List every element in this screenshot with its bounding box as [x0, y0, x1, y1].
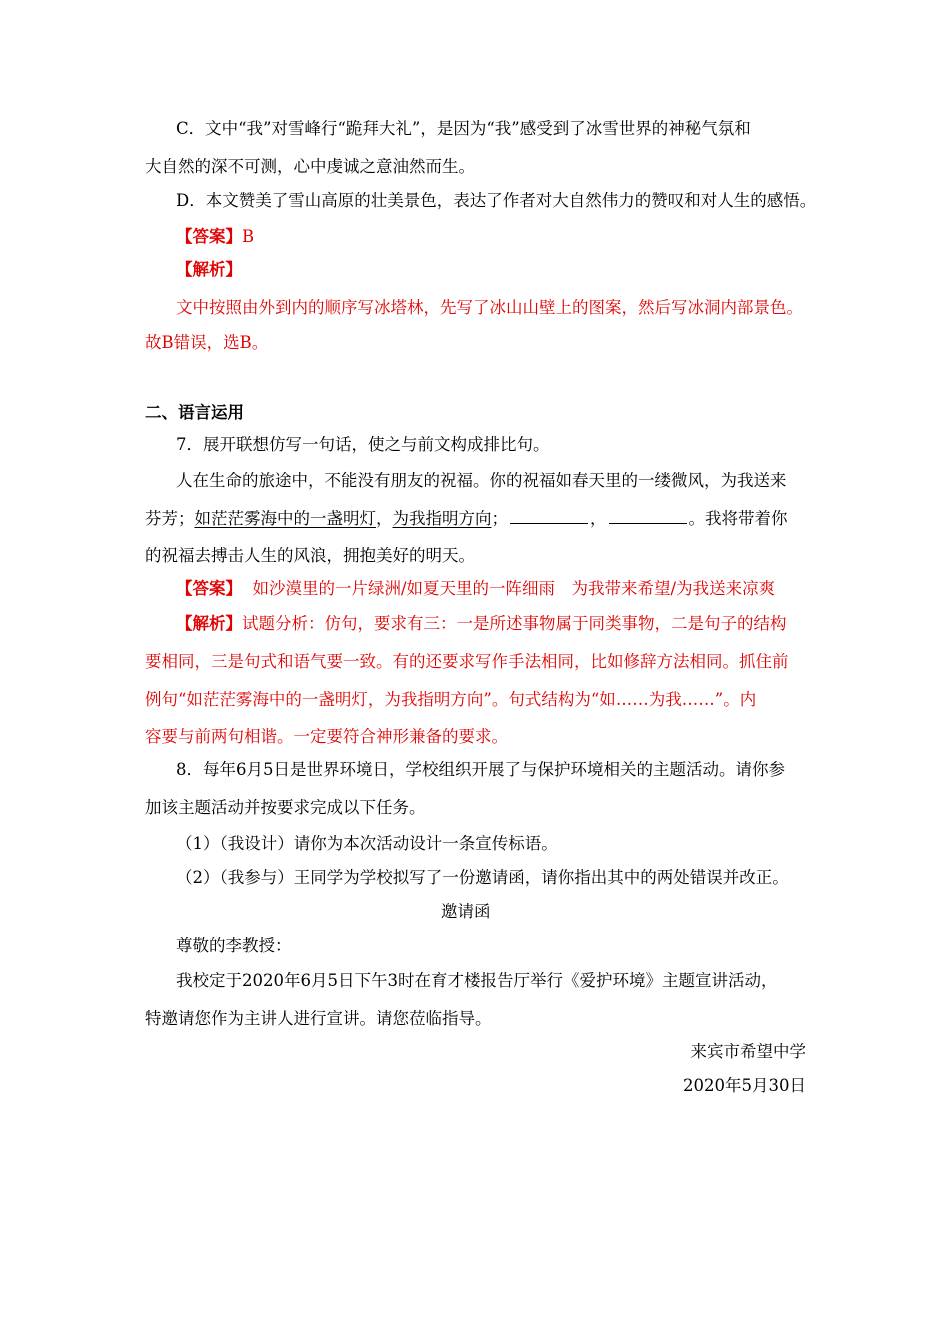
- q6-answer-line: [176, 226, 254, 248]
- q6-analysis-label: 【解析】: [176, 260, 242, 279]
- q7-blank-1[interactable]: [510, 509, 588, 524]
- q7-analysis-line1: [176, 613, 787, 635]
- q8-task1: （1）（我设计）请你为本次活动设计一条宣传标语。: [176, 834, 558, 853]
- section-heading: 二、语言运用: [145, 403, 244, 422]
- q6-answer-label: 【答案】: [176, 227, 242, 246]
- q6-analysis-line1: 文中按照由外到内的顺序写冰塔林，先写了冰山山壁上的图案，然后写冰洞内部景色。: [176, 298, 803, 317]
- letter-body-line2: 特邀请您作为主讲人进行宣讲。请您莅临指导。: [145, 1009, 492, 1028]
- option-c-line2: 大自然的深不可测，心中虔诚之意油然而生。: [145, 157, 475, 176]
- q7-answer-line: [176, 578, 775, 600]
- q7-passage-line2: [145, 508, 788, 530]
- option-d-line1: D．本文赞美了雪山高原的壮美景色，表达了作者对大自然伟力的赞叹和对人生的感悟。: [176, 191, 817, 210]
- q7-analysis-text1: 试题分析：仿句，要求有三：一是所述事物属于同类事物，二是句子的结构: [242, 614, 787, 633]
- q7-example-phrase1: 如茫茫雾海中的一盏明灯: [194, 509, 376, 528]
- q7-analysis-label: 【解析】: [176, 614, 242, 633]
- q7-example-phrase2: 为我指明方向: [392, 509, 492, 528]
- letter-signature: 来宾市希望中学: [690, 1042, 806, 1061]
- q7-analysis-line3: 例句“如茫茫雾海中的一盏明灯，为我指明方向”。句式结构为“如……为我……”。内: [145, 690, 757, 709]
- q7-passage-start: 芬芳；: [145, 509, 195, 528]
- q7-stem: 7．展开联想仿写一句话，使之与前文构成排比句。: [176, 435, 550, 454]
- q7-passage-end: 。我将带着你: [688, 509, 788, 528]
- letter-salutation: 尊敬的李教授：: [176, 936, 292, 955]
- q7-analysis-line4: 容要与前两句相谐。一定要符合神形兼备的要求。: [145, 727, 508, 746]
- letter-date: 2020年5月30日: [683, 1076, 806, 1095]
- q7-blank-2[interactable]: [609, 509, 687, 524]
- q7-answer-label: 【答案】: [176, 579, 242, 598]
- letter-title: 邀请函: [441, 902, 491, 921]
- q6-analysis-line2: 故B错误，选B。: [145, 333, 269, 352]
- q8-stem-line1: 8．每年6月5日是世界环境日，学校组织开展了与保护环境相关的主题活动。请你参: [176, 760, 785, 779]
- q7-semicolon: ；: [491, 509, 508, 528]
- q7-passage-line3: 的祝福去搏击人生的风浪，拥抱美好的明天。: [145, 546, 475, 565]
- q7-comma2: ，: [590, 509, 607, 528]
- q7-passage-line1: 人在生命的旅途中，不能没有朋友的祝福。你的祝福如春天里的一缕微风，为我送来: [176, 471, 787, 490]
- q7-comma: ，: [376, 509, 393, 528]
- q7-answer-text: 如沙漠里的一片绿洲/如夏天里的一阵细雨 为我带来希望/为我送来凉爽: [252, 579, 776, 598]
- q6-answer-value: B: [242, 227, 255, 246]
- letter-body-line1: 我校定于2020年6月5日下午3时在育才楼报告厅举行《爱护环境》主题宣讲活动，: [176, 971, 778, 990]
- q8-stem-line2: 加该主题活动并按要求完成以下任务。: [145, 798, 426, 817]
- option-c-line1: C．文中“我”对雪峰行“跪拜大礼”，是因为“我”感受到了冰雪世界的神秘气氛和: [176, 119, 751, 138]
- q8-task2: （2）（我参与）王同学为学校拟写了一份邀请函，请你指出其中的两处错误并改正。: [176, 868, 789, 887]
- q7-analysis-line2: 要相同，三是句式和语气要一致。有的还要求写作手法相同，比如修辞方法相同。抓住前: [145, 652, 789, 671]
